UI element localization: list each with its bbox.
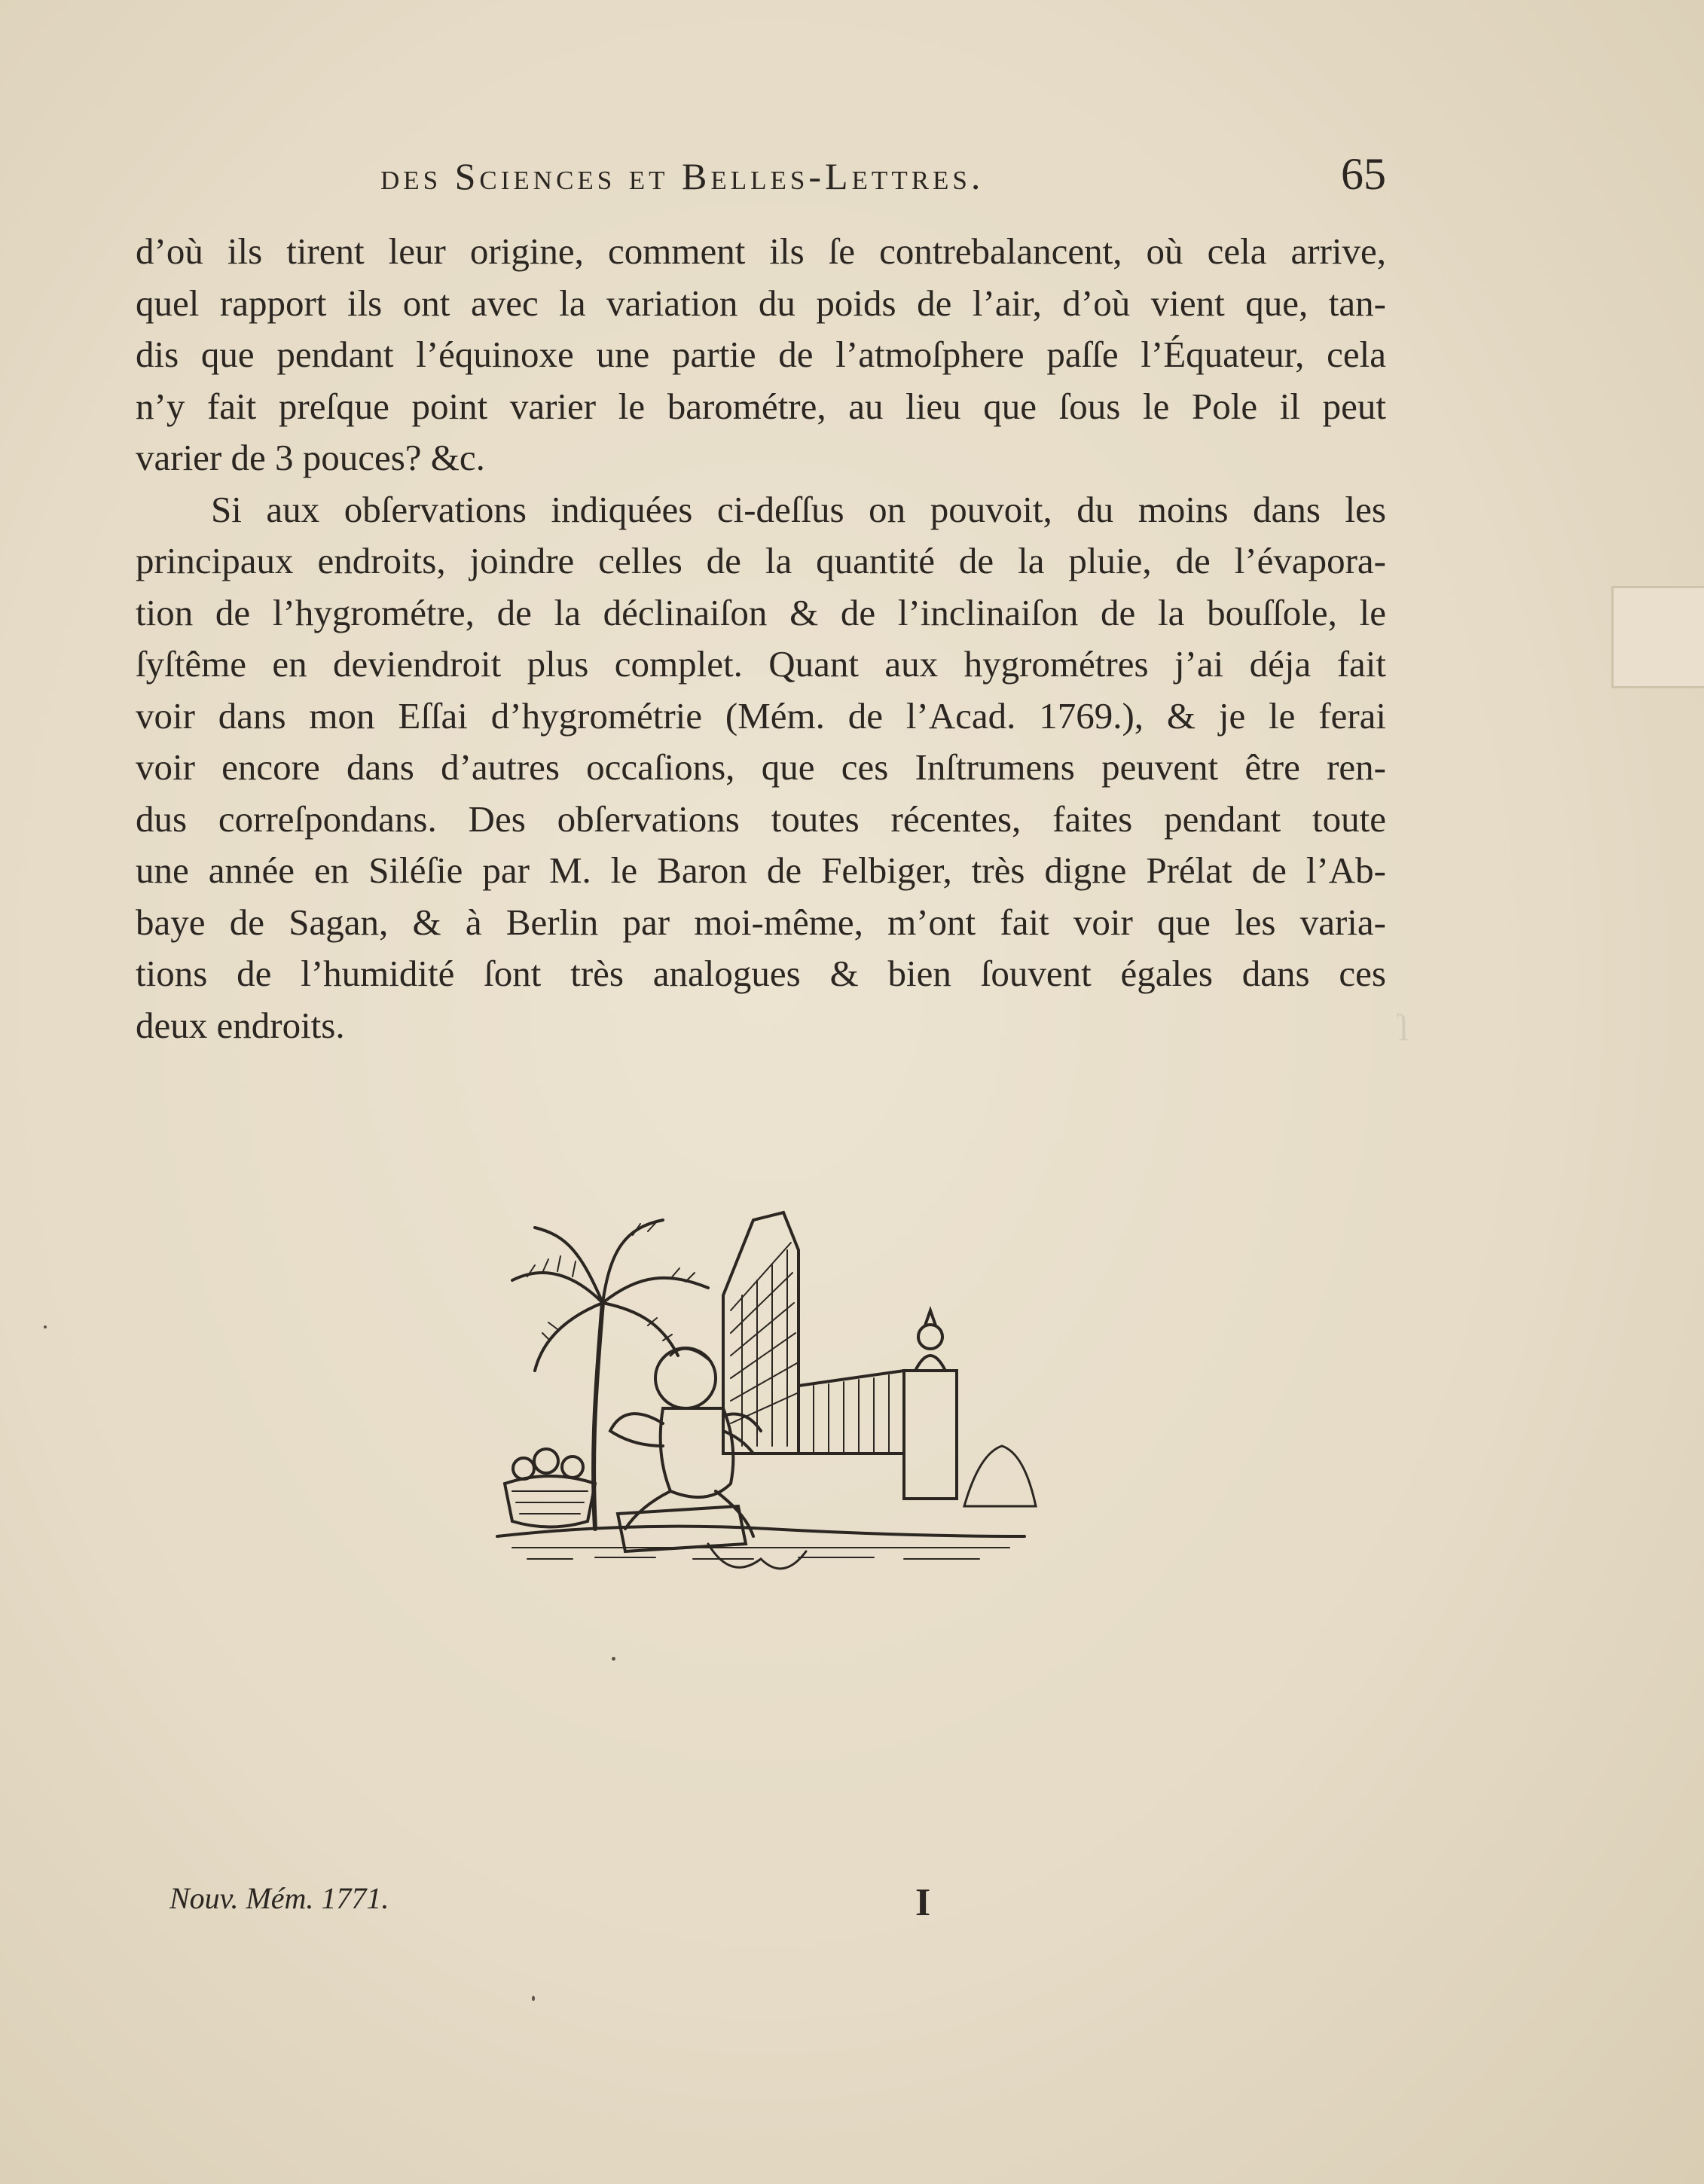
running-head: des Sciences et Belles-Lettres.: [380, 155, 985, 197]
paper-speck: [44, 1325, 47, 1328]
text-line: tions de l’humidité ſont très analogues & bien ſouvent égales dans ces: [136, 953, 1386, 994]
text-line: n’y fait preſque point varier le barométre, au lieu que ſous le Pole il peut: [136, 385, 1386, 427]
paragraph-2: [136, 484, 1386, 1052]
signature-reference: Nouv. Mém. 1771.: [169, 1881, 389, 1915]
text-line: d’où ils tirent leur origine, comment ils ſe contrebalancent, où cela arrive,: [136, 230, 1386, 272]
page-footer: [169, 1880, 960, 1933]
paper-speck: [532, 1996, 535, 2001]
text-line: deux endroits.: [136, 1004, 345, 1046]
text-line: baye de Sagan, & à Berlin par moi-même, m’ont fait voir que les varia-: [136, 901, 1386, 943]
text-line: quel rapport ils ont avec la variation du poids de l’air, d’où vient que, tan-: [136, 282, 1386, 324]
signature-mark: I: [915, 1881, 931, 1924]
putto-harp-vignette-icon: [482, 1205, 1040, 1582]
text-line: dis que pendant l’équinoxe une partie de l’atmoſphere paſſe l’Équateur, cela: [136, 334, 1386, 375]
paragraph-1: [136, 226, 1386, 484]
text-line: dus correſpondans. Des obſervations toutes récentes, faites pendant toute: [136, 798, 1386, 840]
page-number: 65: [1341, 149, 1386, 199]
text-line: tion de l’hygrométre, de la déclinaiſon & de l’inclinaiſon de la bouſſole, le: [136, 591, 1386, 633]
text-line: Si aux obſervations indiquées ci-deſſus on pouvoit, du moins dans les: [211, 488, 1386, 530]
paper-speck: [612, 1657, 615, 1661]
text-line: varier de 3 pouces? &c.: [136, 437, 485, 478]
page-edge-tab: [1611, 586, 1704, 688]
text-line: voir encore dans d’autres occaſions, que ces Inſtrumens peuvent être ren-: [136, 746, 1386, 788]
text-line: ſyſtême en deviendroit plus complet. Quant aux hygrométres j’ai déja fait: [136, 643, 1386, 685]
text-line: une année en Siléſie par M. le Baron de Felbiger, très digne Prélat de l’Ab-: [136, 850, 1386, 891]
body-text: [136, 226, 1386, 1051]
text-line: voir dans mon Eſſai d’hygrométrie (Mém. de l’Acad. 1769.), & je le ferai: [136, 694, 1386, 737]
bleed-through-texture: ​ſ: [927, 1006, 1409, 1048]
page-header: [136, 149, 1386, 207]
text-line: principaux endroits, joindre celles de la quantité de la pluie, de l’évapora-: [136, 540, 1386, 581]
